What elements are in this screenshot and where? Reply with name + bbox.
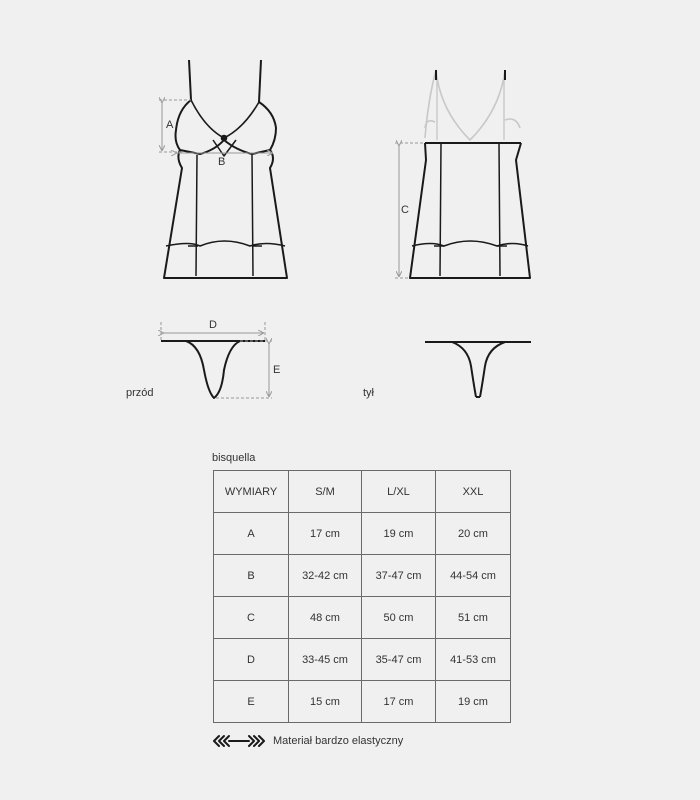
table-cell: 17 cm (362, 681, 436, 723)
table-header-cell: L/XL (362, 471, 436, 513)
back-thong-drawing (425, 342, 531, 397)
table-cell: 32-42 cm (289, 555, 362, 597)
table-row (214, 513, 511, 555)
elastic-arrows-icon (213, 734, 265, 748)
table-row (214, 597, 511, 639)
dimension-label-d: D (209, 319, 217, 331)
table-cell: 20 cm (436, 513, 511, 555)
front-caption: przód (126, 387, 154, 399)
table-header-cell: XXL (436, 471, 511, 513)
table-cell: C (214, 597, 289, 639)
table-header-cell: S/M (289, 471, 362, 513)
table-cell: 50 cm (362, 597, 436, 639)
table-cell: E (214, 681, 289, 723)
thong-dimension-lines (161, 322, 272, 398)
table-header-row (214, 471, 511, 513)
back-chemise-drawing (410, 70, 530, 278)
size-table (213, 470, 511, 723)
table-cell: D (214, 639, 289, 681)
table-cell: 35-47 cm (362, 639, 436, 681)
table-cell: 19 cm (362, 513, 436, 555)
back-caption: tył (363, 387, 374, 399)
table-cell: B (214, 555, 289, 597)
table-cell: 19 cm (436, 681, 511, 723)
dimension-label-b: B (218, 156, 226, 168)
back-dimension-lines (395, 143, 425, 278)
table-header-cell: WYMIARY (214, 471, 289, 513)
dimension-label-a: A (166, 119, 174, 131)
table-cell: 37-47 cm (362, 555, 436, 597)
table-cell: A (214, 513, 289, 555)
dimension-label-e: E (273, 364, 281, 376)
product-name: bisquella (212, 452, 256, 464)
table-cell: 51 cm (436, 597, 511, 639)
elasticity-legend (213, 734, 403, 748)
table-cell: 33-45 cm (289, 639, 362, 681)
table-cell: 41-53 cm (436, 639, 511, 681)
dimension-label-c: C (401, 204, 409, 216)
table-cell: 17 cm (289, 513, 362, 555)
legend-text: Materiał bardzo elastyczny (273, 735, 404, 747)
table-row (214, 639, 511, 681)
table-cell: 48 cm (289, 597, 362, 639)
front-chemise-drawing (164, 60, 287, 278)
table-row (214, 555, 511, 597)
front-thong-drawing (161, 341, 265, 398)
table-cell: 44-54 cm (436, 555, 511, 597)
table-row (214, 681, 511, 723)
table-cell: 15 cm (289, 681, 362, 723)
